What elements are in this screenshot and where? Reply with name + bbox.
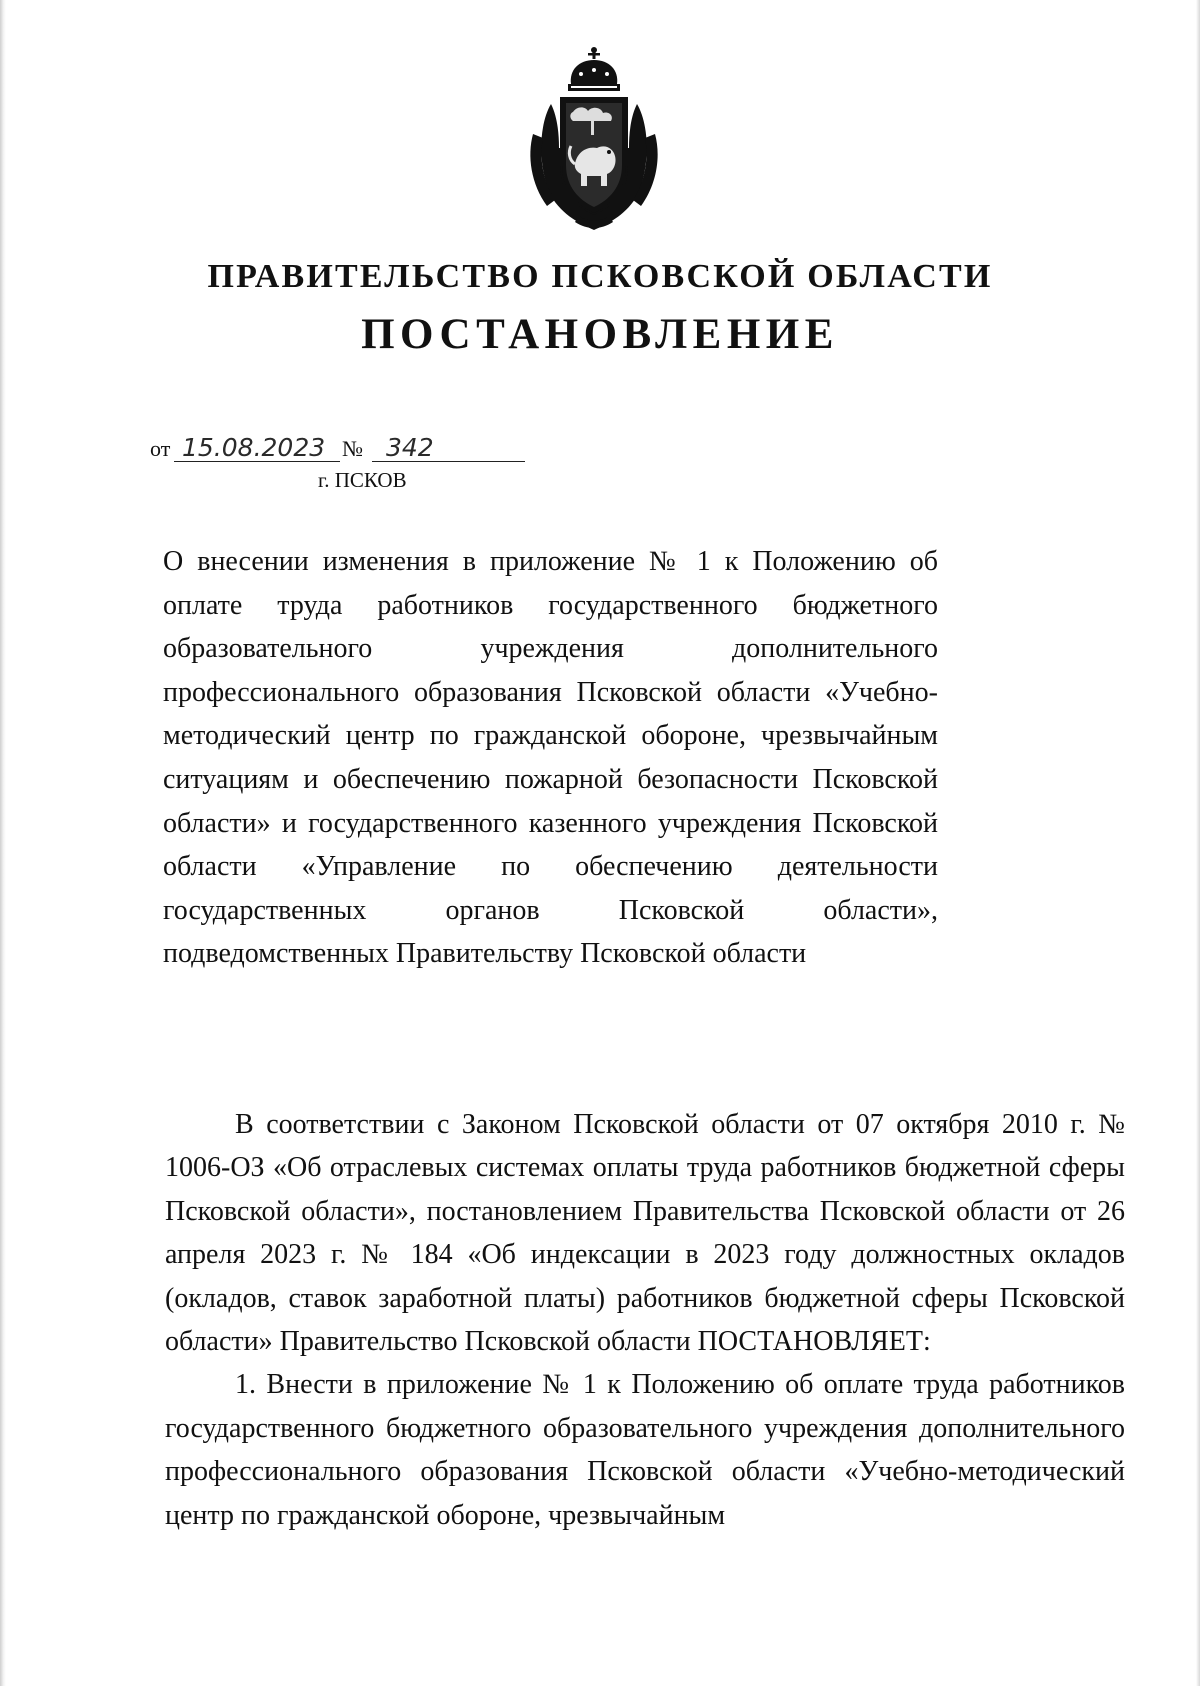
city: г. ПСКОВ bbox=[318, 468, 407, 492]
item-1-paragraph: 1. Внести в приложение № 1 к Положению об оплате труда работников государственного бюджетного образовательного учреждения дополнительного профессионального образования Псковской области «Учебно-методический центр по гражданской обороне, чрезвычайным bbox=[165, 1369, 1125, 1531]
document-body bbox=[165, 1103, 1125, 1537]
handwritten-number: 342 bbox=[386, 433, 434, 462]
number-label: № bbox=[342, 436, 363, 461]
document-type: ПОСТАНОВЛЕНИЕ bbox=[361, 311, 839, 358]
from-label: от bbox=[150, 436, 171, 461]
organization-name: ПРАВИТЕЛЬСТВО ПСКОВСКОЙ ОБЛАСТИ bbox=[207, 258, 993, 295]
preamble-paragraph: В соответствии с Законом Псковской области от 07 октября 2010 г. № 1006-ОЗ «Об отраслевых системах оплаты труда работников бюджетной сферы Псковской области», постановлением Правительства Псковской области от 26 апреля 2023 г. № 184 «Об индексации в 2023 году должностных окладов (окладов, ставок заработной платы) работников бюджетной сферы Псковской области» Правительство Псковской области ПОСТАНОВЛЯЕТ: bbox=[165, 1109, 1125, 1358]
scan-edge-left bbox=[0, 0, 6, 1686]
handwritten-date: 15.08.2023 bbox=[182, 433, 326, 462]
registration-line bbox=[150, 428, 530, 468]
pskov-coat-of-arms-icon bbox=[521, 46, 667, 230]
scan-edge-right bbox=[1196, 0, 1200, 1686]
document-subject: О внесении изменения в приложение № 1 к Положению об оплате труда работников государственного бюджетного образовательного учреждения дополнительного профессионального образования Псковской области «Учебно-методический центр по гражданской обороне, чрезвычайным ситуациям и обеспечению пожарной безопасности Псковской области» и государственного казенного учреждения Псковской области «Управление по обеспечению деятельности государственных органов Псковской области», подведомственных Правительству Псковской области bbox=[163, 546, 938, 970]
